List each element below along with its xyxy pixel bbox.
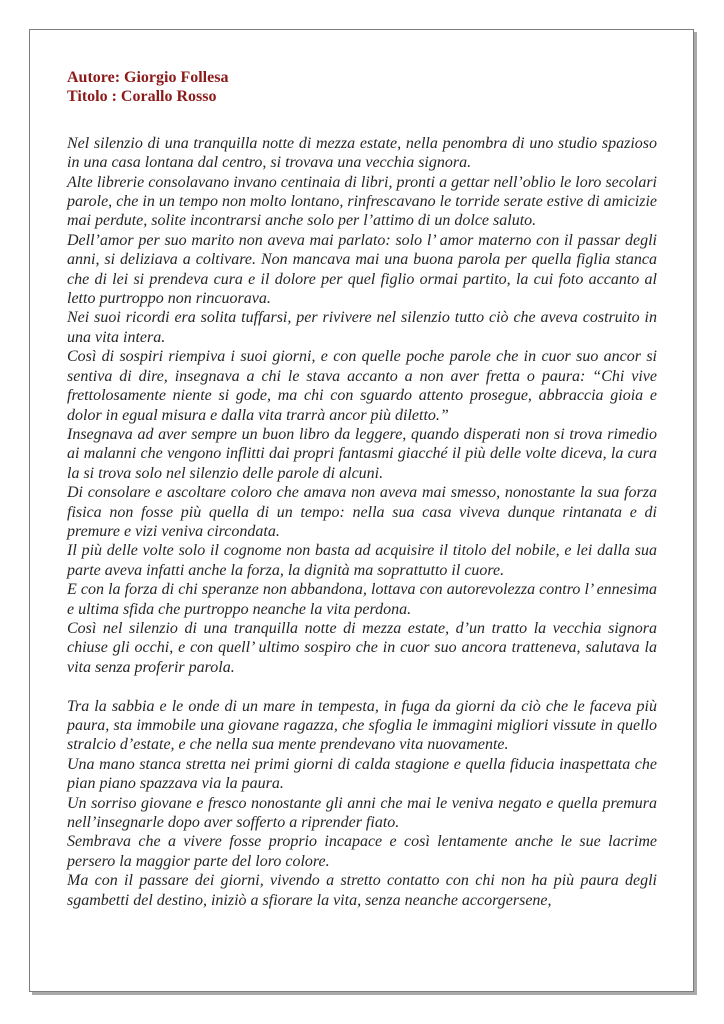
paragraph: Una mano stanca stretta nei primi giorni di calda stagione e quella fiducia inaspettata che pian piano spazzava via la paura. <box>67 755 657 793</box>
paragraph: Così nel silenzio di una tranquilla notte di mezza estate, d’un tratto la vecchia signora chiuse gli occhi, e con quell’ ultimo sospiro che in cuor suo ancora tratteneva, salutava la vita senza proferir parola. <box>67 619 657 676</box>
paragraph: Tra la sabbia e le onde di un mare in tempesta, in fuga da giorni da ciò che le faceva più paura, sta immobile una giovane ragazza, che sfoglia le immagini migliori vissute in quello stralcio d’estate, e che nella sua mente prendevano vita nuovamente. <box>67 697 657 754</box>
paragraph: Il più delle volte solo il cognome non basta ad acquisire il titolo del nobile, e lei dalla sua parte aveva infatti anche la forza, la dignità ma soprattutto il cuore. <box>67 542 657 579</box>
paragraph: Insegnava ad aver sempre un buon libro da leggere, quando disperati non si trova rimedio ai malanni che vengono inflitti dai propri fantasmi giacché il più delle volte diceva, la cura la si trova solo nel silenzio delle parole di alcuni. <box>67 425 657 482</box>
title-line: Titolo : Corallo Rosso <box>67 88 217 106</box>
author-line: Autore: Giorgio Follesa <box>67 69 229 86</box>
paragraph: Di consolare e ascoltare coloro che amava non aveva mai smesso, nonostante la sua forza fisica non fosse più quella di un tempo: nella sua casa viveva dunque rintanata e di premure e vizi veniva circondata. <box>67 484 657 540</box>
paragraph: Un sorriso giovane e fresco nonostante gli anni che mai le veniva negato e quella premura nell’insegnarle dopo aver sofferto a riprender fiato. <box>67 794 657 832</box>
document-header <box>67 68 657 107</box>
document-body <box>67 134 657 910</box>
paragraph: Nel silenzio di una tranquilla notte di mezza estate, nella penombra di uno studio spazioso in una casa lontana dal centro, si trovava una vecchia signora. <box>67 134 657 172</box>
paragraph: Così di sospiri riempiva i suoi giorni, e con quelle poche parole che in cuor suo ancor si sentiva di dire, insegnava a chi le stava accanto a non aver fretta o paura: “Chi vive frettolosamente niente si gode, ma chi con sguardo attento prosegue, abbraccia gioia e dolor in egual misura e dalla vita trarrà ancor più diletto.” <box>67 348 657 424</box>
paragraph: Dell’amor per suo marito non aveva mai parlato: solo l’ amor materno con il passar degli anni, si deliziava a coltivare. Non mancava mai una buona parola per quella figlia stanca che di lei si prendeva cura e il dolore per quel figlio ormai partito, la cui foto accanto al letto purtroppo non rincuorava. <box>67 231 657 308</box>
document-page <box>29 29 694 992</box>
paragraph: Ma con il passare dei giorni, vivendo a stretto contatto con chi non ha più paura degli sgambetti del destino, iniziò a sfiorare la vita, senza neanche accorgersene, <box>67 872 657 909</box>
paragraph: Nei suoi ricordi era solita tuffarsi, per rivivere nel silenzio tutto ciò che aveva costruito in una vita intera. <box>67 309 657 346</box>
paragraph: Sembrava che a vivere fosse proprio incapace e così lentamente anche le sue lacrime persero la maggior parte del loro colore. <box>67 833 657 870</box>
paragraph: Alte librerie consolavano invano centinaia di libri, pronti a gettar nell’oblio le loro secolari parole, che in un tempo non molto lontano, rinfrescavano le torride serate estive di amicizie mai perdute, solite incontrarsi anche solo per l’attimo di un dolce saluto. <box>67 173 657 230</box>
section-break <box>67 677 657 696</box>
paragraph: E con la forza di chi speranze non abbandona, lottava con autorevolezza contro l’ ennesima e ultima sfida che purtroppo neanche la vita perdona. <box>67 581 657 618</box>
